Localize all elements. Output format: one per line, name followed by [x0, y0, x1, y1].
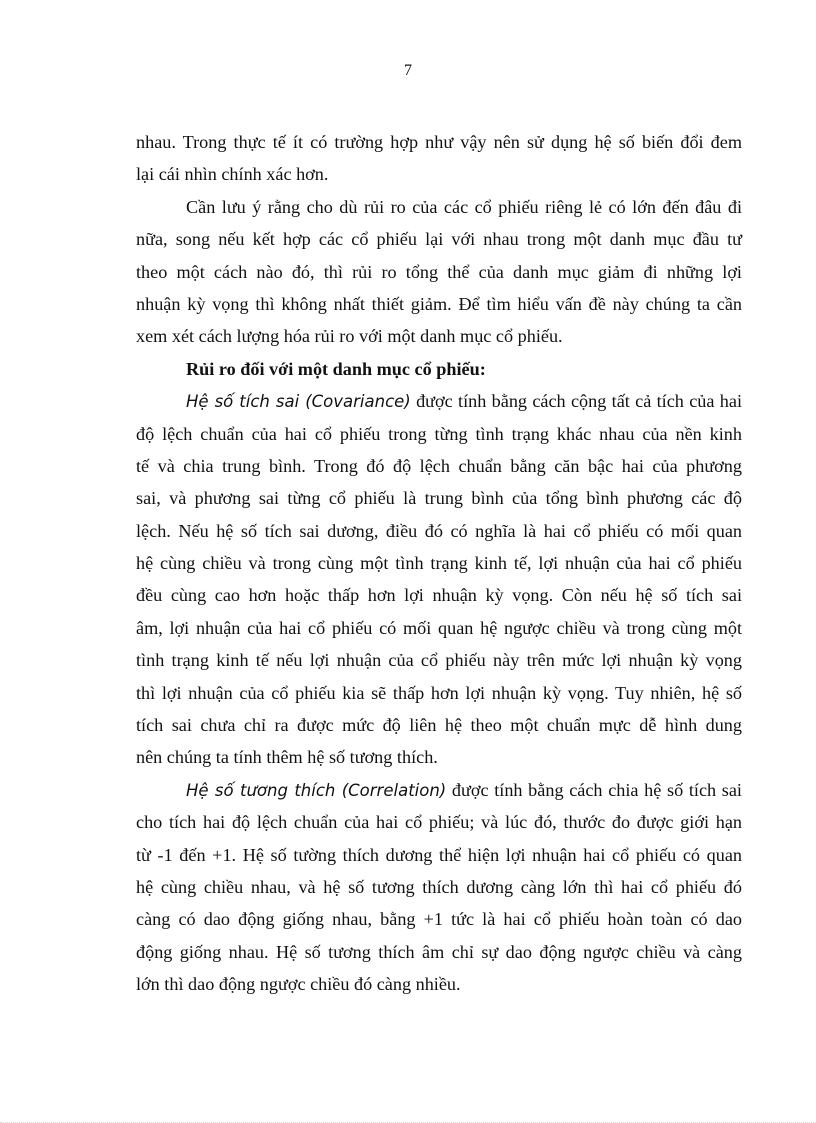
paragraph-covariance — [136, 385, 742, 774]
term-correlation: Hệ số tương thích (Correlation) — [186, 780, 447, 800]
text-line: sai, và phương sai từng cổ phiếu là trung bình của tổng bình phương các độ — [136, 488, 742, 509]
text-line: động giống nhau. Hệ số tương thích âm chỉ sự dao động ngược chiều và càng — [136, 941, 742, 962]
text-line: nhau. Trong thực tế ít có trường hợp như vậy nên sử dụng hệ số biến đổi đem — [136, 132, 742, 152]
page-number: 7 — [404, 62, 412, 79]
text-fragment: được tính bằng cách chia hệ số tích sai — [446, 779, 742, 800]
text-line: hệ cùng chiều nhau, và hệ số tương thích dương càng lớn thì hai cổ phiếu đó — [136, 876, 742, 897]
text-line — [136, 385, 742, 417]
paragraph-correlation — [136, 774, 742, 1001]
text-line: càng có dao động giống nhau, bằng +1 tức là hai cổ phiếu hoàn toàn có dao — [136, 909, 742, 930]
text-line: cho tích hai độ lệch chuẩn của hai cổ phiếu; và lúc đó, thước đo được giới hạn — [136, 812, 742, 833]
text-line — [136, 774, 742, 806]
text-line: nữa, song nếu kết hợp các cổ phiếu lại với nhau trong một danh mục đầu tư — [136, 229, 742, 250]
text-line: âm, lợi nhuận của hai cổ phiếu có mối quan hệ ngược chiều và trong cùng một — [136, 617, 742, 638]
section-heading: Rủi ro đối với một danh mục cổ phiếu: — [186, 358, 486, 379]
text-line: đều cùng cao hơn hoặc thấp hơn lợi nhuận kỳ vọng. Còn nếu hệ số tích sai — [136, 585, 742, 606]
text-line: hệ cùng chiều và trong cùng một tình trạng kinh tế, lợi nhuận của hai cổ phiếu — [136, 553, 742, 574]
document-body — [136, 126, 742, 1001]
text-line: tích sai chưa chỉ ra được mức độ liên hệ theo một chuẩn mực dễ hình dung — [136, 715, 742, 736]
text-line: lớn thì dao động ngược chiều đó càng nhiều. — [136, 974, 461, 995]
text-line: thì lợi nhuận của cổ phiếu kia sẽ thấp hơn lợi nhuận kỳ vọng. Tuy nhiên, hệ số — [136, 682, 742, 703]
text-line: xem xét cách lượng hóa rủi ro với một danh mục cổ phiếu. — [136, 326, 563, 347]
text-line: từ -1 đến +1. Hệ số tường thích dương thể hiện lợi nhuận hai cổ phiếu có quan — [136, 844, 742, 865]
text-line: tế và chia trung bình. Trong đó độ lệch chuẩn bằng căn bậc hai của phương — [136, 455, 742, 476]
text-line: tình trạng kinh tế nếu lợi nhuận của cổ phiếu này trên mức lợi nhuận kỳ vọng — [136, 650, 742, 671]
paragraph-1 — [136, 126, 742, 191]
text-line: lệch. Nếu hệ số tích sai dương, điều đó có nghĩa là hai cổ phiếu có mối quan — [136, 520, 742, 541]
text-fragment: được tính bằng cách cộng tất cả tích của hai — [410, 391, 742, 412]
text-line: lại cái nhìn chính xác hơn. — [136, 164, 329, 185]
text-line: nhuận kỳ vọng thì không nhất thiết giảm. Để tìm hiểu vấn đề này chúng ta cần — [136, 293, 742, 314]
text-line: theo một cách nào đó, thì rủi ro tổng thể của danh mục giảm đi những lợi — [136, 261, 742, 282]
text-line: nên chúng ta tính thêm hệ số tương thích. — [136, 747, 438, 768]
term-covariance: Hệ số tích sai (Covariance) — [186, 392, 411, 412]
paragraph-2 — [136, 191, 742, 353]
text-line: độ lệch chuẩn của hai cổ phiếu trong từng tình trạng khác nhau của nền kinh — [136, 423, 742, 444]
text-line: Cần lưu ý rằng cho dù rủi ro của các cổ phiếu riêng lẻ có lớn đến đâu đi — [186, 196, 742, 217]
